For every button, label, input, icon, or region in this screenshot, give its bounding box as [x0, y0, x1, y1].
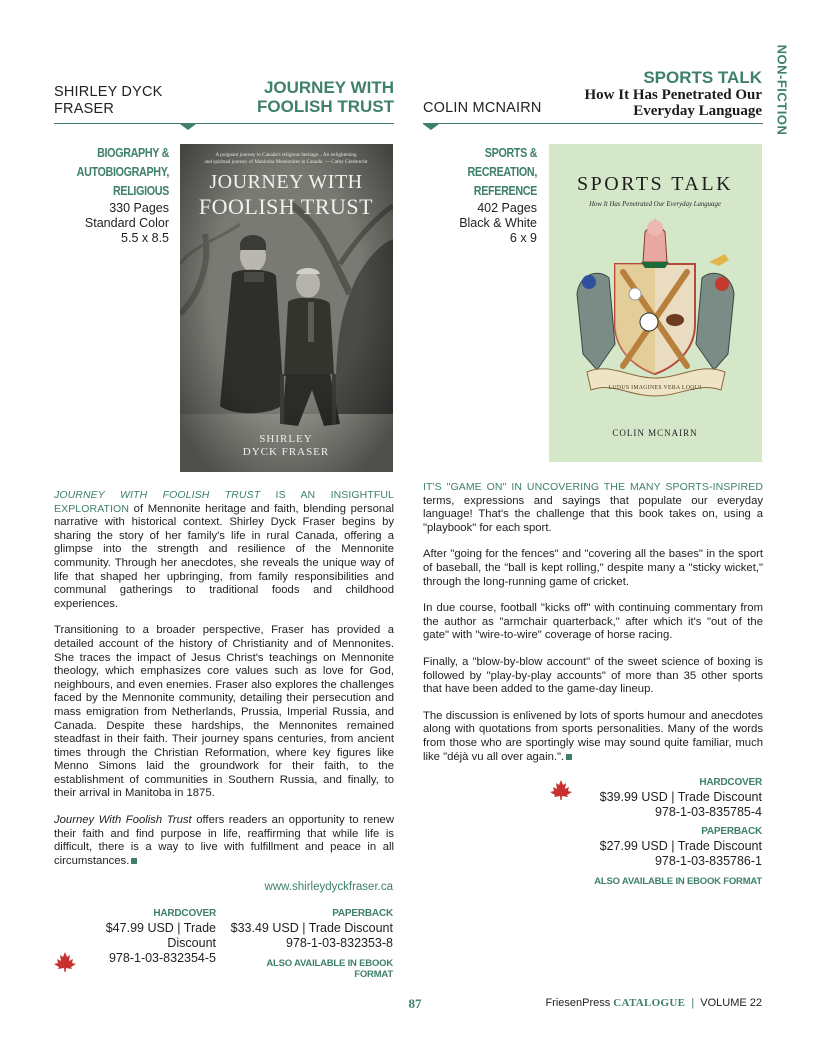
left-cover-author: DYCK FRASER [242, 446, 330, 458]
right-book-details [400, 144, 537, 246]
paperback-isbn: 978-1-03-835786-1 [654, 854, 762, 868]
left-title: JOURNEY WITH FOOLISH TRUST [257, 78, 394, 116]
paperback-label: PAPERBACK [701, 826, 762, 837]
catalogue-label: CATALOGUE [613, 997, 686, 1009]
left-paragraph: Transitioning to a broader perspective, Fraser has provided a detailed account of the history of Christianity and of Mennonites. She traces the impact of Jesus Christ's teachings on Mennonite theology, which emphasizes core values such as love for God, neighbours, and even enemies. Fraser also explores the challenges faced by the Mennonite community, detailing their persecution and mass emigration from Netherlands, Prussia, Imperial Russia, and Canada. Despite these hardships, the Mennonites remained steadfast in their faith. Their journey spans centuries, from ancient times through the Christian Reformation, where key figures like Menno Simons laid the groundwork for their faith, to the establishment of communities in Southern Russia, and finally, to their arrival in Manitoba in 1875. [54, 624, 394, 800]
left-color: Standard Color [84, 216, 169, 230]
left-header-pointer [180, 124, 196, 130]
hardcover-label: HARDCOVER [699, 777, 762, 788]
right-cover-author: COLIN MCNAIRN [612, 428, 698, 438]
right-trim: 6 x 9 [509, 231, 537, 245]
volume-label: VOLUME 22 [700, 997, 762, 1009]
right-category: SPORTS & RECREATION, [467, 146, 537, 179]
left-category: RELIGIOUS [112, 184, 169, 198]
paperback-price: $27.99 USD | Trade Discount [599, 839, 762, 853]
left-pages: 330 Pages [109, 201, 169, 215]
left-ebook-note: ALSO AVAILABLE IN EBOOK FORMAT [266, 958, 393, 980]
left-paperback-price [228, 907, 393, 951]
left-cover-title: JOURNEY WITH [209, 171, 363, 193]
maple-leaf-icon [549, 779, 573, 801]
left-paragraph-text: of Mennonite heritage and faith, blending personal narrative with historical context. Shirley Dyck Fraser begins by sharing the story of her family's life in rural Canada, offering a glimpse into the strength and resilience of the Mennonite community. Through her anecdotes, she reveals the unique way of life that shaped her upbringing, from family responsibilities and communal gatherings to traditional foods and childhood experiences. [54, 502, 394, 610]
left-hardcover-price [54, 907, 216, 966]
left-author: SHIRLEY DYCK FRASER [54, 84, 163, 117]
left-cover-tagline: A poignant journey to Canada's religious heritage... An enlightening [215, 152, 357, 158]
left-website-link[interactable]: www.shirleydyckfraser.ca [264, 881, 393, 893]
left-header-rule [54, 123, 394, 124]
right-subtitle: Everyday Language [633, 103, 762, 119]
hardcover-isbn: 978-1-03-835785-4 [654, 805, 762, 819]
paperback-price: $33.49 USD | Trade Discount [230, 921, 393, 935]
right-color: Black & White [459, 216, 537, 230]
left-book-cover [180, 144, 393, 472]
right-category: REFERENCE [473, 184, 537, 198]
catalogue-footer [520, 997, 762, 1009]
right-subtitle: How It Has Penetrated Our [584, 87, 762, 103]
paperback-label: PAPERBACK [332, 908, 393, 919]
right-paragraph-text: The discussion is enlivened by lots of sports humour and anecdotes along with quotations from sports personalities. Many of the words from those who are sportingly wise may sound quite familiar, much like "déjà vu all over again.". [423, 709, 763, 763]
left-lead-title: JOURNEY WITH FOOLISH TRUST [54, 489, 261, 501]
left-description [54, 489, 394, 881]
right-paragraph: In due course, football "kicks off" with continuing commentary from the author as "armchair quarterback," after which it's "out of the gate" with "wire-to-wire" coverage of horse racing. [423, 602, 763, 642]
hardcover-price: $47.99 USD | Trade Discount [105, 921, 216, 950]
right-header-pointer [423, 124, 439, 130]
right-cover-subtitle: How It Has Penetrated Our Everyday Language [589, 201, 721, 208]
right-lead-text: IT'S "GAME ON" IN UNCOVERING THE MANY SPORTS-INSPIRED [423, 481, 763, 493]
left-trim: 5.5 x 8.5 [121, 231, 169, 245]
hardcover-label: HARDCOVER [153, 908, 216, 919]
publisher-name: FriesenPress [545, 997, 611, 1009]
left-cover-title: FOOLISH TRUST [198, 194, 374, 219]
end-mark-icon [131, 858, 137, 864]
left-paragraph-text: offers readers an opportunity to renew their faith and find purpose in life, reaffirming that while life is difficult, there is a way to live with fulfillment and peace in all circumstances. [54, 814, 394, 867]
left-cover-art [180, 144, 393, 472]
right-book-cover [549, 144, 762, 462]
left-cover-author: SHIRLEY [259, 433, 313, 445]
left-cover-tagline: and spiritual journey of Manitoba Mennonites in Canada. — Cathy Giesbrecht [204, 159, 368, 165]
paperback-isbn: 978-1-03-832353-8 [285, 936, 393, 950]
right-paragraph-text: terms, expressions and sayings that populate our everyday language! That's the challenge that this book takes on, using a "playbook" for each sport. [423, 494, 763, 534]
left-category: BIOGRAPHY & [97, 146, 169, 160]
right-cover-motto: LUDUS IMAGINES VERA LOQUI [608, 385, 702, 391]
section-tab: NON-FICTION [774, 44, 790, 136]
hardcover-price: $39.99 USD | Trade Discount [599, 790, 762, 804]
right-hardcover-price [580, 776, 762, 820]
right-cover-title: SPORTS TALK [576, 173, 734, 195]
left-paragraph [54, 489, 394, 611]
right-title-block [540, 68, 762, 119]
maple-leaf-icon [53, 951, 77, 973]
right-paragraph [423, 481, 763, 535]
right-paragraph: Finally, a "blow-by-blow account" of the sweet science of boxing is followed by "play-by-play accounts" of more than 35 other sports that have been added to the game-day lineup. [423, 655, 763, 696]
end-mark-icon [566, 754, 572, 760]
left-lead-text: IS AN INSIGHTFUL EXPLORATION [54, 489, 394, 515]
left-paragraph [54, 814, 394, 868]
footer-separator: | [691, 997, 695, 1009]
right-paperback-price [580, 825, 762, 869]
hardcover-isbn: 978-1-03-832354-5 [108, 951, 216, 965]
right-pages: 402 Pages [477, 201, 537, 215]
right-title: SPORTS TALK [643, 68, 762, 87]
page-number: 87 [408, 996, 422, 1011]
right-cover-art [549, 144, 762, 462]
right-paragraph [423, 710, 763, 764]
right-ebook-note: ALSO AVAILABLE IN EBOOK FORMAT [594, 876, 762, 887]
right-description [423, 481, 763, 777]
right-paragraph: After "going for the fences" and "covering all the bases" in the sport of baseball, the "ball is kept rolling," despite many a "sticky wicket," through the long-running game of cricket. [423, 548, 763, 588]
left-category: AUTOBIOGRAPHY, [76, 165, 169, 179]
left-book-details [54, 144, 169, 246]
right-author: COLIN MCNAIRN [423, 100, 542, 116]
left-book-title-italic: Journey With Foolish Trust [54, 814, 192, 827]
right-header-rule [423, 123, 763, 124]
